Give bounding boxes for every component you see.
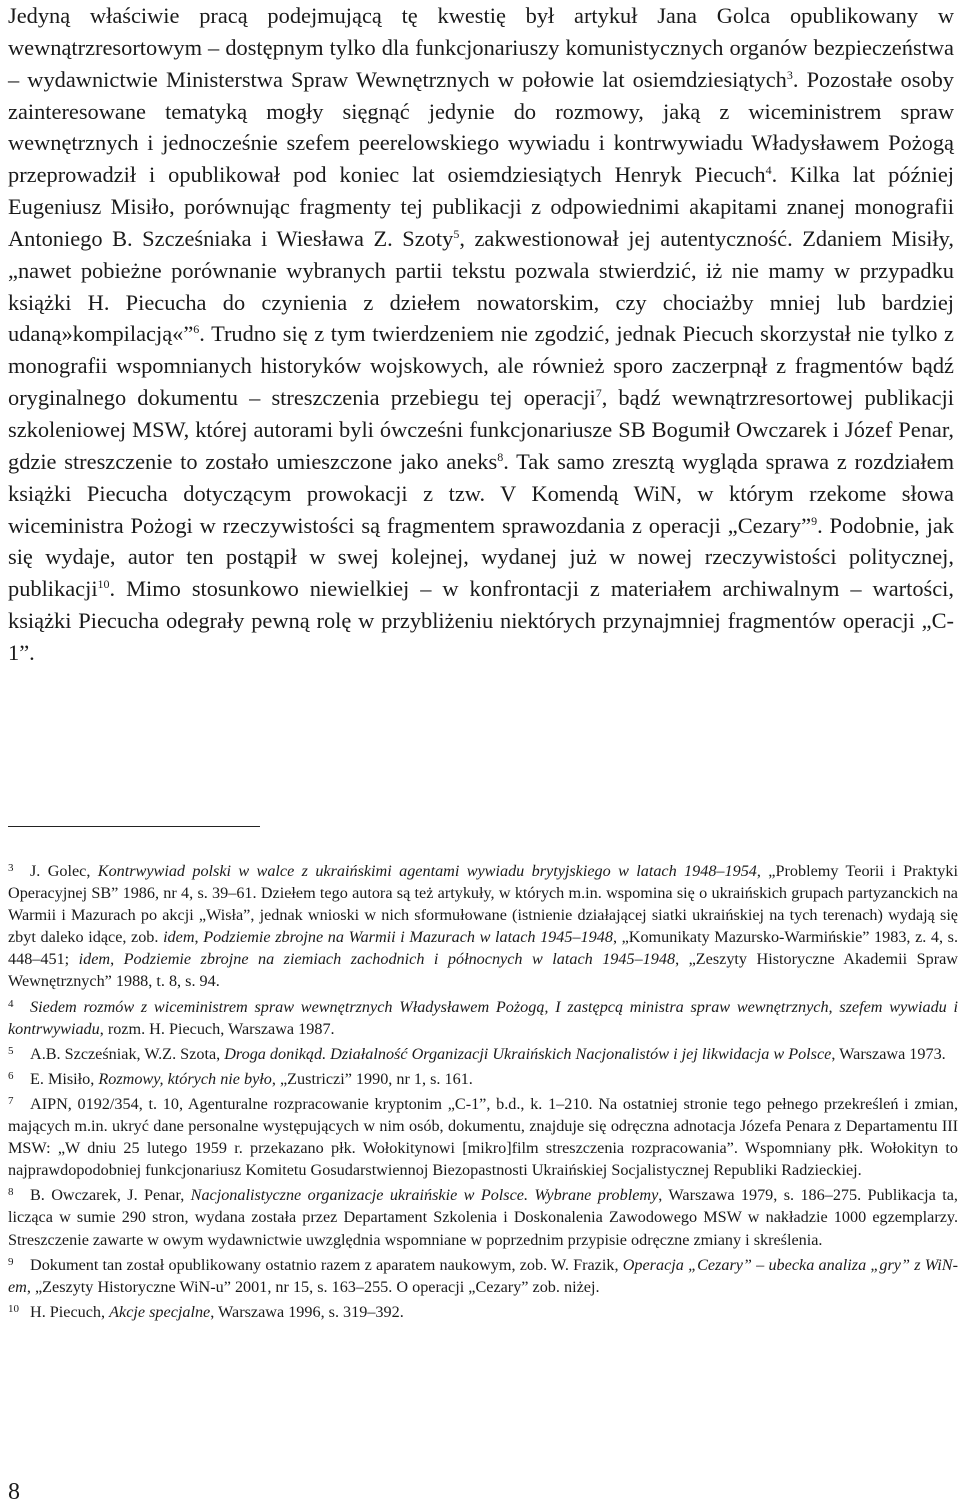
footnote-separator [8, 826, 260, 827]
footnote-number: 3 [8, 862, 14, 874]
footnote-4 [8, 993, 958, 1040]
footnote-number: 6 [8, 1069, 14, 1082]
footnote-title: Kontrwywiad polski w walce z ukraińskimi agentami wywiadu brytyjskiego w latach 1948–1954 [97, 862, 757, 880]
footnote-text: , „Zeszyty Historyczne WiN-u” 2001, nr 15, s. 163–255. O operacji „Cezary” zob. niżej. [26, 1277, 600, 1296]
footnote-ref-6[interactable]: 6 [193, 322, 200, 337]
footnote-number: 7 [8, 1094, 14, 1107]
footnote-ref-10[interactable]: 10 [97, 577, 110, 592]
body-text: . Tak samo zresztą wygląda sprawa z rozdziałem książki Piecucha dotyczącym prowokacji z tzw. V Komendą WiN, w którym rzekome słowa wiceministra Pożogi w rzeczywistości są fragmentem sprawozdania z operacji „Cezary” [8, 448, 955, 538]
footnotes [8, 857, 958, 1323]
footnote-title: Siedem rozmów z wiceministrem spraw wewnętrznych Władysławem Pożogą, I zastępcą ministra spraw wewnętrznych, szefem wywiadu i kontrwywiadu [8, 997, 958, 1038]
footnote-title: Podziemie zbrojne na ziemiach zachodnich i północnych w latach 1945–1948 [123, 950, 676, 969]
footnote-title: idem [163, 928, 195, 947]
footnote-ref-7[interactable]: 7 [595, 386, 602, 401]
footnote-text: , rozm. H. Piecuch, Warszawa 1987. [99, 1019, 335, 1038]
footnote-3 [8, 857, 958, 993]
footnote-title: Podziemie zbrojne na Warmii i Mazurach w latach 1945–1948 [203, 928, 613, 947]
footnote-ref-3[interactable]: 3 [786, 67, 793, 82]
footnote-text: E. Misiło, [30, 1069, 99, 1088]
footnote-number: 10 [8, 1302, 19, 1315]
footnote-text: , [194, 928, 204, 947]
footnote-number: 9 [8, 1255, 14, 1268]
footnote-title: Nacjonalistyczne organizacje ukraińskie w Polsce. Wybrane problemy [190, 1186, 659, 1205]
footnote-text: , „Komunikaty Mazursko-Warmińskie” 1983, z. 4, s. 448–451; [8, 928, 958, 969]
footnote-6 [8, 1065, 958, 1090]
footnote-number: 5 [8, 1044, 14, 1057]
body-text: . Kilka lat później Eugeniusz Misiło, porównując fragmenty tej publikacji z odpowiednimi akapitami znanej monografii Antoniego B. Szcześniaka i Wiesława Z. Szoty [8, 162, 954, 251]
page-number: 8 [8, 1479, 20, 1505]
body-text: Jedyną właściwie pracą podejmującą tę kwestię był artykuł Jana Golca opublikowany w wewnątrzresortowym – dostępnym tylko dla funkcjonariuszy komunistycznych organów bezpieczeństwa – wydawnictwie Ministerstwa Spraw Wewnętrznych w połowie lat osiemdziesiątych [8, 3, 954, 92]
footnote-ref-9[interactable]: 9 [811, 513, 818, 528]
footnote-title: idem [78, 950, 111, 969]
footnote-title: Akcje specjalne [109, 1302, 211, 1321]
footnote-text: J. Golec, [30, 862, 98, 880]
footnote-7 [8, 1090, 958, 1181]
footnote-text: A.B. Szcześniak, W.Z. Szota, [30, 1044, 225, 1063]
footnote-text: Dokument tan został opublikowany ostatnio razem z aparatem naukowym, zob. W. Frazik, [30, 1255, 623, 1274]
footnote-text: , Warszawa 1979, s. 186–275. Publikacja ta, licząca w sumie 290 stron, wydana została przez Departament Szkolenia i Doskonalenia Zawodowego MSW w nakładzie 1000 egzemplarzy. Streszczenie zawarte w owym wydawnictwie uwzględnia wspomniane w poprzednim przypisie odręczne zmiany i skreślenia. [8, 1186, 958, 1249]
footnote-text: , [110, 950, 124, 969]
body-text: . Pozostałe osoby zainteresowane tematyką mogły sięgnąć jedynie do rozmowy, jaką z wiceministrem spraw wewnętrznych i jednocześnie szefem peerelowskiego wywiadu i kontrwywiadu Władysławem Pożogą przeprowadził i opublikował pod koniec lat osiemdziesiątych Henryk Piecuch [8, 66, 954, 188]
footnote-text: AIPN, 0192/354, t. 10, Agenturalne rozpracowanie kryptonim „C-1”, b.d., k. 1–210. Na ostatniej stronie tego pełnego przekreśleń i zmian, mających m.in. ukryć dane personalne występujących w nim osób, dokumentu, znajduje się odręczna adnotacja Józefa Penara z Departamentu III MSW: „W dniu 25 lutego 1959 r. przekazano płk. Wołokitynowi [mikro]film streszczenia rozpracowania”. Wspomniany płk. Wołokityn to najprawdopodobniej funkcjonariusz Komitetu Gosudarstwiennoj Biezopastnosti Ukraińskiej Socjalistycznej Republiki Radzieckiej. [8, 1094, 958, 1180]
footnote-ref-8[interactable]: 8 [497, 449, 504, 464]
footnote-9 [8, 1251, 958, 1298]
footnote-text: H. Piecuch, [30, 1302, 110, 1321]
main-text [8, 0, 954, 669]
body-text: , zakwestionował jej autentyczność. Zdaniem Misiły, „nawet pobieżne porównanie wybranych partii tekstu pozwala stwierdzić, iż nie mamy w przypadku książki H. Piecucha do czynienia z dziełem nowatorskim, czy chociażby mniej lub bardziej udaną»kompilacją«” [8, 225, 954, 347]
footnote-text: B. Owczarek, J. Penar, [30, 1186, 191, 1205]
footnote-8 [8, 1181, 958, 1250]
footnote-ref-4[interactable]: 4 [765, 163, 772, 178]
footnote-ref-5[interactable]: 5 [453, 226, 460, 241]
footnote-5 [8, 1040, 958, 1065]
footnote-text: , „Zustriczi” 1990, nr 1, s. 161. [271, 1069, 473, 1088]
footnote-text: , „Zeszyty Historyczne Akademii Spraw Wewnętrznych” 1988, t. 8, s. 94. [8, 950, 958, 991]
footnote-title: Rozmowy, których nie było [98, 1069, 272, 1088]
body-paragraph [8, 0, 954, 669]
footnote-title: Droga donikąd. Działalność Organizacji Ukraińskich Nacjonalistów i jej likwidacja w Polsce [224, 1044, 832, 1063]
footnote-10 [8, 1298, 958, 1323]
body-text: , bądź wewnątrzresortowej publikacji szkoleniowej MSW, której autorami byli ówcześni funkcjonariusze SB Bogumił Owczarek i Józef Penar, gdzie streszczenie to zostało umieszczone jako aneks [8, 385, 954, 474]
footnote-title: Operacja „Cezary” – ubecka analiza „gry” z WiN-em [8, 1255, 958, 1296]
footnote-text: , Warszawa 1996, s. 319–392. [210, 1302, 404, 1321]
footnote-number: 4 [8, 997, 14, 1010]
body-text: . Mimo stosunkowo niewielkiej – w konfrontacji z materiałem archiwalnym – wartości, książki Piecucha odegrały pewną rolę w przybliżeniu niektórych przynajmniej fragmentów operacji „C-1”. [8, 576, 954, 665]
footnote-text: , „Problemy Teorii i Praktyki Operacyjnej SB” 1986, nr 4, s. 39–61. Dziełem tego autora są też artykuły, w których m.in. wspomina się o ukraińskich grupach partyzanckich na Warmii i Mazurach po akcji „Wisła”, jednak wnioski w nich sformułowane (istnienie działającej siatki ukraińskiej na tych terenach) wydają się zbyt daleko idące, zob. [8, 862, 958, 947]
body-text: . Podobnie, jak się wydaje, autor ten postąpił w swej kolejnej, wydanej już w nowej rzeczywistości politycznej, publikacji [8, 512, 954, 602]
footnote-number: 8 [8, 1186, 14, 1199]
body-text: . Trudno się z tym twierdzeniem nie zgodzić, jednak Piecuch skorzystał nie tylko z monografii wspomnianych historyków wojskowych, ale również sporo zaczerpnął z fragmentów bądź oryginalnego dokumentu – streszczenia przebiegu tej operacji [8, 321, 954, 411]
footnote-text: , Warszawa 1973. [831, 1044, 946, 1063]
